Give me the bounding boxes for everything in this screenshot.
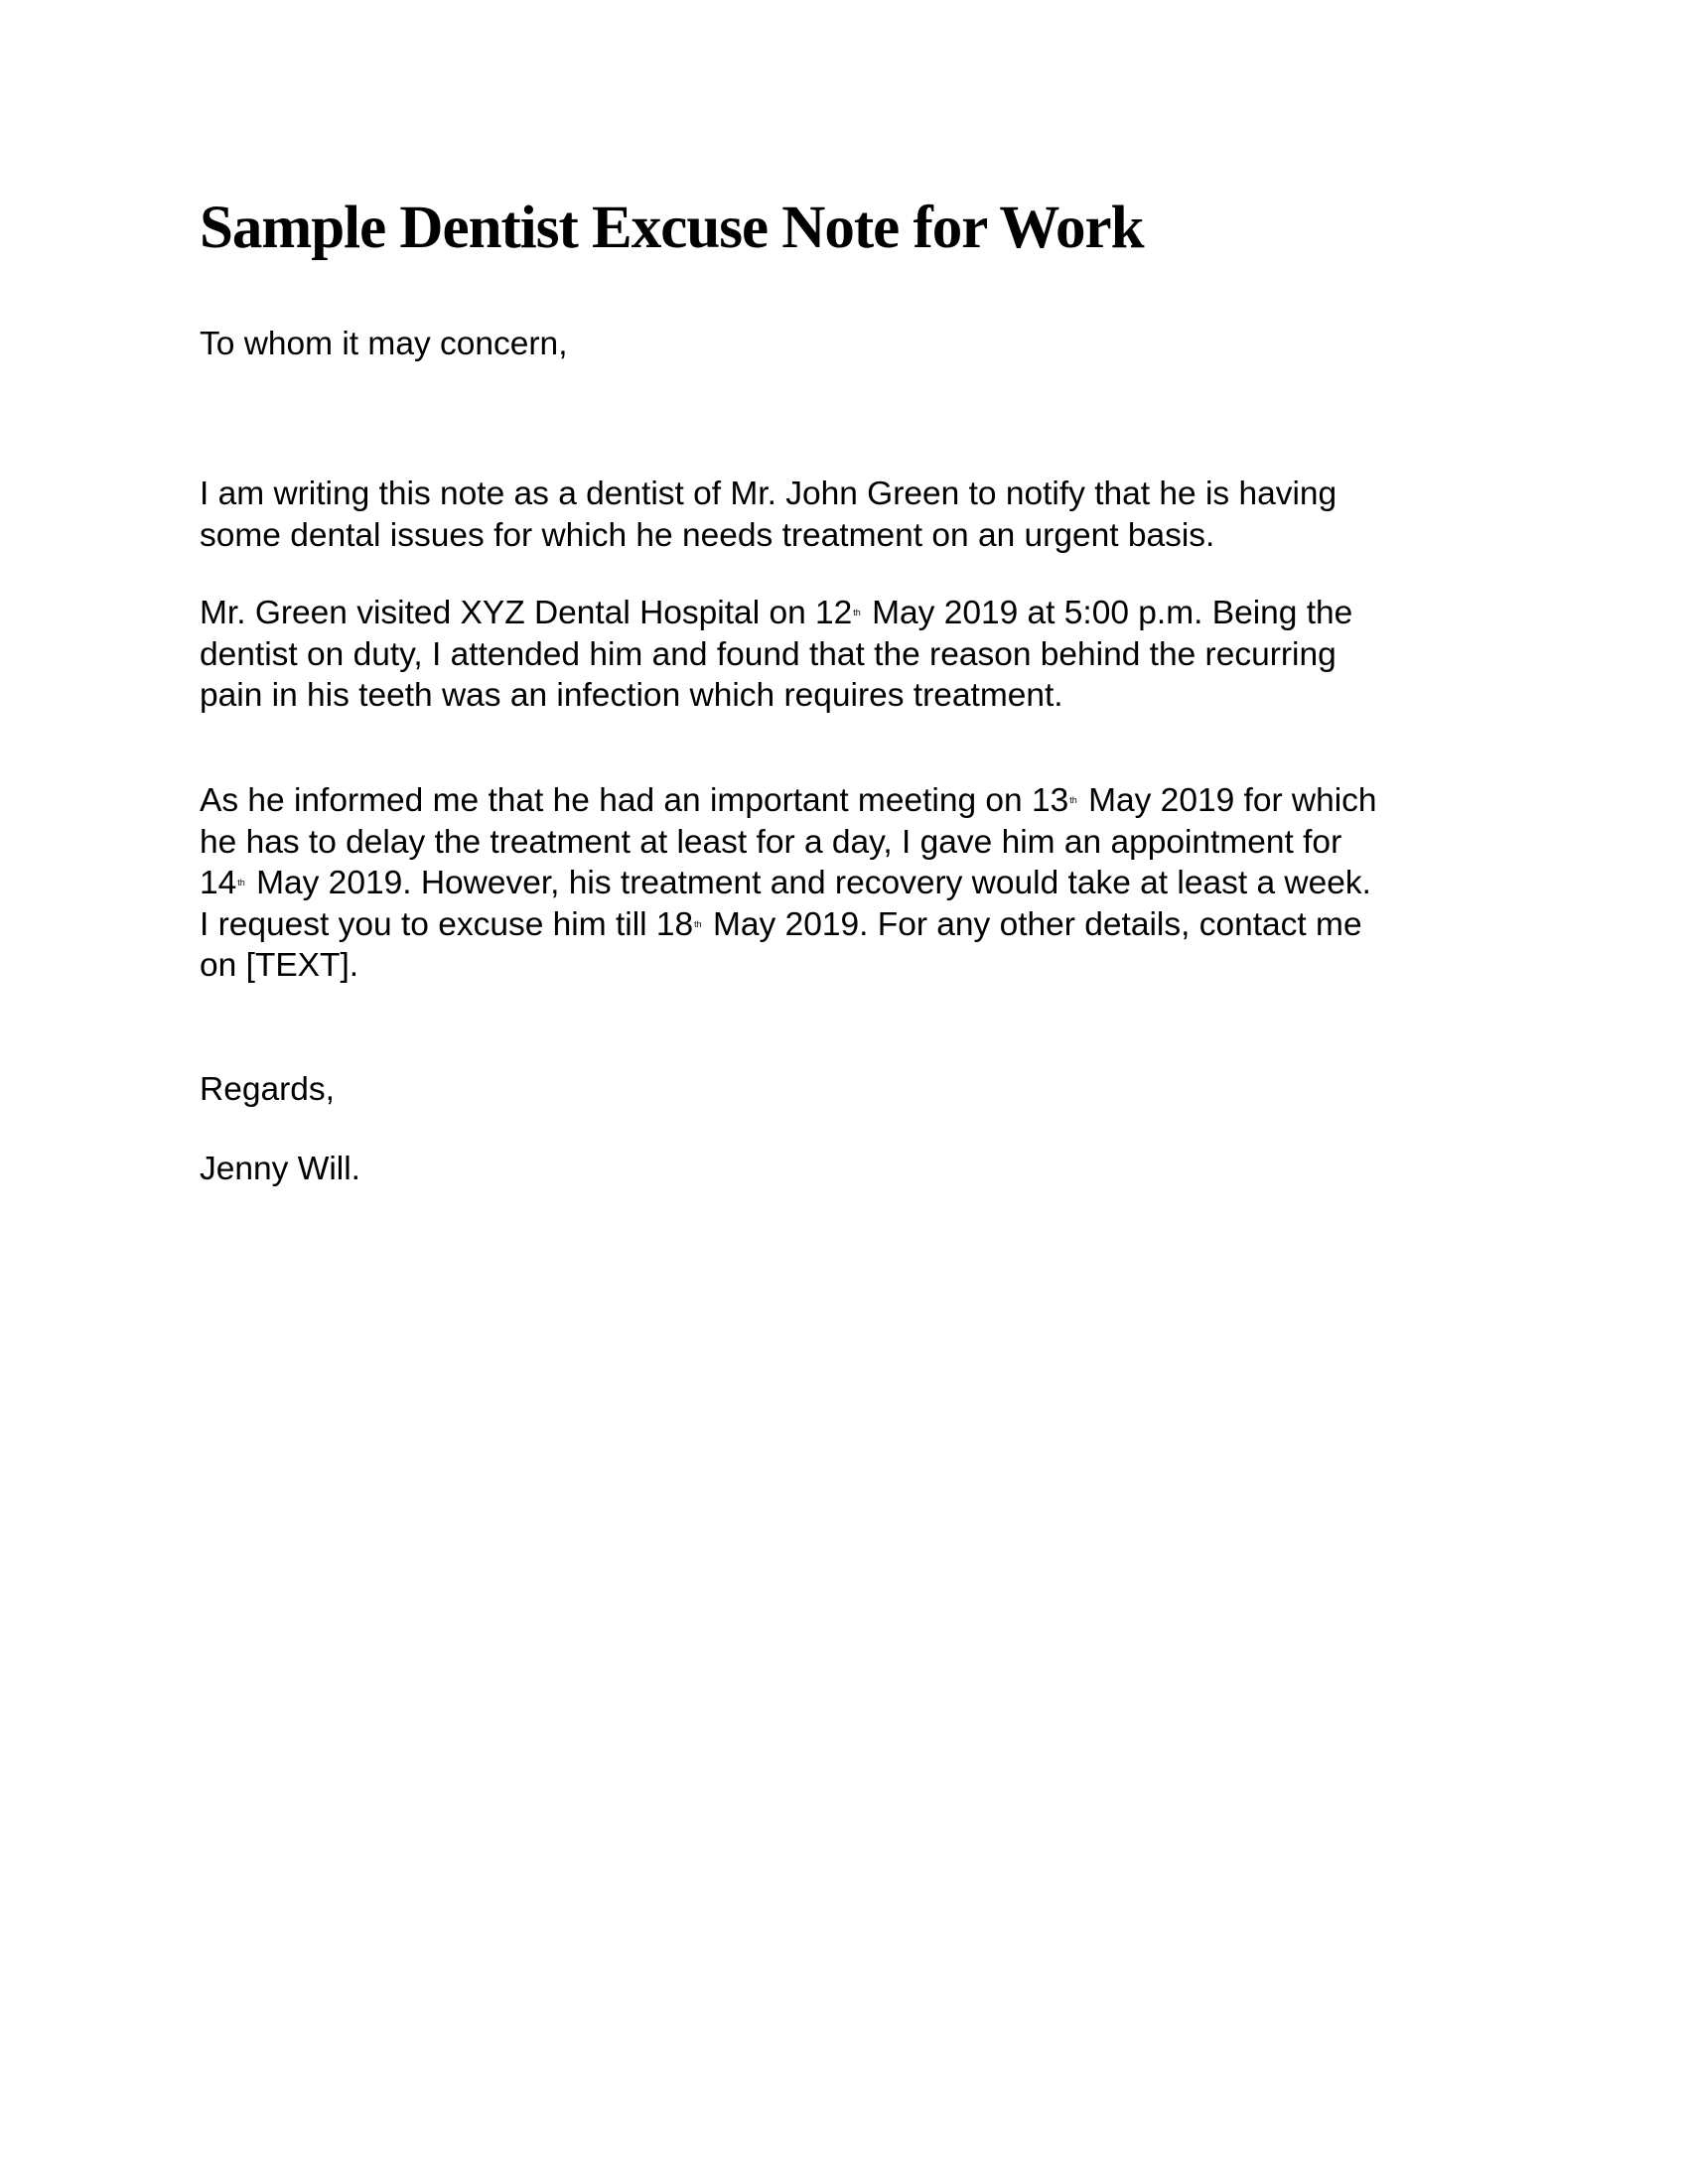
ordinal-suffix: th	[1069, 795, 1077, 805]
paragraph-3-line-5: on [TEXT].	[200, 947, 359, 984]
paragraph-3-line-3-text-b: May 2019. However, his treatment and recovery would take at least a week.	[246, 865, 1371, 901]
paragraph-2-line-1-text-a: Mr. Green visited XYZ Dental Hospital on 12	[200, 595, 853, 631]
paragraph-3-line-1	[200, 780, 1377, 822]
paragraph-2-line-2: dentist on duty, I attended him and found that the reason behind the recurring	[200, 635, 1336, 673]
paragraph-3-line-4	[200, 904, 1377, 946]
paragraph-1-line-2: some dental issues for which he needs treatment on an urgent basis.	[200, 516, 1215, 554]
paragraph-3-line-4-text-a: I request you to excuse him till 18	[200, 905, 694, 943]
paragraph-3-line-3	[200, 863, 1377, 904]
ordinal-suffix: th	[853, 608, 861, 617]
closing: Regards,	[200, 1071, 335, 1108]
paragraph-3-line-2: he has to delay the treatment at least for a day, I gave him an appointment for	[200, 823, 1342, 861]
document-title: Sample Dentist Excuse Note for Work	[200, 195, 1144, 261]
signature: Jenny Will.	[200, 1151, 360, 1187]
paragraph-1-line-1: I am writing this note as a dentist of Mr. John Green to notify that he is having	[200, 476, 1337, 512]
ordinal-suffix: th	[694, 918, 702, 929]
paragraph-3-line-1-text-b: May 2019 for which	[1078, 782, 1377, 819]
paragraph-2-line-1	[200, 593, 1352, 634]
paragraph-2	[200, 593, 1352, 717]
paragraph-3-line-4-text-b: May 2019. For any other details, contact me	[703, 905, 1362, 943]
paragraph-2-line-3: pain in his teeth was an infection which requires treatment.	[200, 677, 1063, 714]
paragraph-3-line-3-text-a: 14	[200, 865, 237, 901]
ordinal-suffix: th	[237, 878, 245, 887]
paragraph-3-line-1-text-a: As he informed me that he had an important meeting on 13	[200, 782, 1069, 819]
salutation: To whom it may concern,	[200, 326, 568, 362]
paragraph-3	[200, 780, 1377, 987]
paragraph-1	[200, 474, 1336, 556]
paragraph-2-line-1-text-b: May 2019 at 5:00 p.m. Being the	[862, 595, 1353, 631]
